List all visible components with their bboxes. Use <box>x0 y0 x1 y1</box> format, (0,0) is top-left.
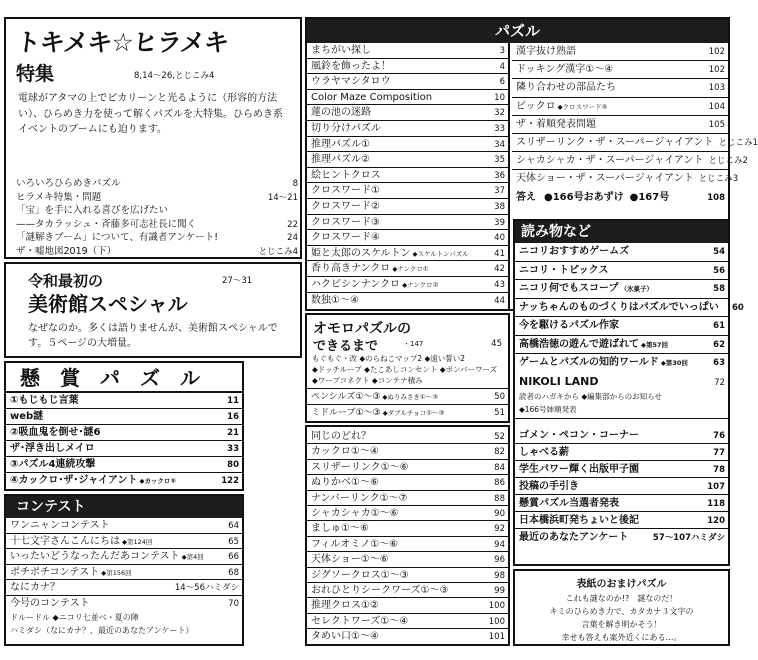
list-item[interactable] <box>307 246 508 262</box>
list-item[interactable] <box>307 537 508 552</box>
item-page: 102 <box>708 47 725 57</box>
item-page: 96 <box>494 555 505 566</box>
item-subtitle: （氷菓子） <box>620 285 653 293</box>
item-page: 33 <box>494 123 505 134</box>
list-item[interactable] <box>515 444 728 461</box>
special-title-line2: 美術館スペシャル <box>28 292 188 316</box>
list-item[interactable] <box>515 478 728 495</box>
contest-title: コンテスト <box>6 496 242 518</box>
list-item[interactable] <box>6 534 242 550</box>
item-page: 52 <box>494 432 505 442</box>
prize-box <box>4 361 244 491</box>
item-page: 39 <box>494 217 505 228</box>
list-item[interactable] <box>307 43 508 59</box>
list-item[interactable] <box>515 317 728 336</box>
item-page: 24 <box>287 233 298 243</box>
item-title: ペンシルズ①〜③ <box>311 392 381 402</box>
list-item[interactable] <box>307 552 508 567</box>
item-title: ——タカラッシュ・斉藤多可志社長に聞く <box>16 218 197 230</box>
list-item[interactable] <box>307 389 508 405</box>
omoro-page: 45 <box>491 339 502 349</box>
list-item[interactable] <box>307 230 508 246</box>
list-item[interactable] <box>6 441 242 457</box>
reading-box <box>513 219 744 566</box>
item-page: 70 <box>228 598 239 609</box>
nikoli-land-note-1: 読者のハガキから ◆編集部からのお知らせ <box>519 392 662 402</box>
list-item[interactable] <box>307 137 508 153</box>
feature-pages: 8,14〜26,とじこみ4 <box>134 71 215 81</box>
item-title: Color Maze Composition <box>311 91 433 103</box>
item-page: 51 <box>494 408 505 418</box>
item-page: 54 <box>713 247 725 257</box>
list-item[interactable] <box>515 495 728 512</box>
answers-label: 答え <box>516 191 536 203</box>
omoro-note-2: ◆ドッチループ ◆たこあしコンセント ◆ボンバーワーズ <box>312 365 498 374</box>
item-page: 41 <box>494 248 505 259</box>
item-page: 44 <box>494 295 505 306</box>
item-title: 推理クロス①② <box>311 600 379 612</box>
item-page: 77 <box>713 448 725 459</box>
item-title: まちがい探し <box>311 45 371 56</box>
item-page: とじこみ3 <box>698 174 739 185</box>
item-title: 天体ショー①〜⑥ <box>311 554 389 566</box>
item-subtitle: ◆ナンクロ① <box>392 265 429 274</box>
item-title: ナンバーリンク①〜⑦ <box>311 492 408 504</box>
item-page: 63 <box>713 358 725 368</box>
item-page: 86 <box>494 478 505 489</box>
omoro-sub: ・147 <box>403 340 424 348</box>
item-title: ニコリ・トピックス <box>519 264 609 276</box>
list-item[interactable] <box>6 565 242 581</box>
list-item[interactable] <box>307 168 508 184</box>
item-page: 101 <box>488 632 505 643</box>
list-item[interactable] <box>515 529 728 546</box>
omoro-box <box>305 313 510 423</box>
item-page: 122 <box>221 476 239 486</box>
item-title: なにカナ？ <box>10 582 60 593</box>
item-title: 懸賞パズル当選者発表 <box>519 498 619 510</box>
cover-line-2: キミのひらめき力で、カタカナ３文字の <box>549 607 694 616</box>
item-title: 今号のコンテスト <box>10 597 90 609</box>
item-title: 「宝」を手に入れる喜びを広げたい <box>16 205 169 216</box>
item-page: 100 <box>488 601 505 612</box>
answers-page: 108 <box>707 192 725 203</box>
item-page: 10 <box>494 92 505 103</box>
answers-row[interactable] <box>512 189 728 207</box>
list-item[interactable] <box>515 354 728 373</box>
regular-list <box>307 427 508 644</box>
item-subtitle: ◆第156回 <box>101 568 132 577</box>
list-item[interactable] <box>307 215 508 231</box>
item-title: いろいろひらめきパズル <box>16 178 121 189</box>
item-title: ④カックロ･ザ･ジャイアント <box>10 475 138 486</box>
item-title: 学生パワー輝く出版甲子園 <box>519 464 639 476</box>
item-subtitle: ◆ぬりみさき①〜③ <box>382 393 439 401</box>
list-item[interactable] <box>307 74 508 90</box>
special-title-line1: 令和最初の <box>28 272 104 290</box>
item-page: 38 <box>494 201 505 212</box>
regular-box <box>305 425 510 646</box>
omoro-note-3: ◆ワープコネクト ◆コンテナ積み <box>312 376 423 385</box>
item-subtitle: ◆第30回 <box>660 359 688 367</box>
item-page: 61 <box>713 321 725 331</box>
item-page: 105 <box>708 119 725 130</box>
item-title: ヒラメキ特集・問題 <box>16 191 102 203</box>
contest-box <box>4 494 244 646</box>
list-item[interactable] <box>515 336 728 355</box>
prize-title: 懸 賞 パ ズ ル <box>6 363 242 393</box>
item-title: 風鈴を飾ったよ！ <box>311 60 391 72</box>
item-title: クロスワード④ <box>311 232 380 244</box>
feature-title: トキメキ☆ヒラメキ <box>14 28 230 57</box>
cover-box <box>513 569 730 646</box>
item-page: とじこみ4 <box>258 246 298 257</box>
contest-list <box>6 518 242 611</box>
cover-line-4: 幸せも答えも案外近くにある…。 <box>561 633 682 642</box>
item-page: 76 <box>713 431 725 442</box>
list-item[interactable] <box>515 280 728 299</box>
list-item[interactable] <box>6 549 242 565</box>
item-subtitle: ◆クロスワード⑤ <box>557 102 608 111</box>
reading-title: 読み物など <box>515 221 728 243</box>
puzzle-col2 <box>512 43 758 206</box>
list-item[interactable] <box>512 79 728 97</box>
list-item[interactable] <box>512 152 748 170</box>
item-page: 107 <box>707 482 725 493</box>
list-item[interactable] <box>307 59 508 75</box>
list-item[interactable] <box>515 299 744 318</box>
item-page: 98 <box>494 570 505 581</box>
puzzle-col1 <box>307 43 510 309</box>
feature-items <box>16 177 298 258</box>
puzzle-title: パズル <box>307 19 728 43</box>
list-item[interactable] <box>512 43 728 61</box>
list-item[interactable] <box>6 596 242 612</box>
list-item[interactable] <box>307 460 508 475</box>
item-title: スリザーリンク①〜⑥ <box>311 461 409 473</box>
nikoli-land-block <box>515 373 728 420</box>
item-title: スリザーリンク・ザ・スーパージャイアント <box>516 136 714 148</box>
item-page: 58 <box>713 284 725 294</box>
item-title: 日本橋浜町発ちょいと後記 <box>519 515 639 527</box>
item-title: ザ･浮き出しメイロ <box>10 443 95 454</box>
item-title: ハクビシンナンクロ <box>311 278 401 290</box>
item-page: 8 <box>292 179 298 189</box>
item-page: 37 <box>494 186 505 197</box>
item-page: 3 <box>499 46 505 56</box>
list-item[interactable] <box>307 90 508 106</box>
item-page: 36 <box>494 170 505 181</box>
item-page: 11 <box>227 396 239 406</box>
list-item[interactable] <box>515 243 728 262</box>
item-page: 62 <box>713 339 725 350</box>
item-title: ニコリ何でもスコープ <box>519 283 619 294</box>
list-item[interactable] <box>6 457 242 473</box>
reading-list <box>515 243 744 373</box>
list-item[interactable] <box>515 427 728 444</box>
item-title: 高橋浩徳の遊んで遊ばれて <box>519 338 639 350</box>
list-item[interactable] <box>512 98 728 116</box>
item-page: 66 <box>228 552 239 562</box>
list-item[interactable] <box>6 473 242 489</box>
item-page: 80 <box>227 460 239 470</box>
item-title: ゴメン・ペコン・コーナー <box>519 430 639 442</box>
item-title: 最近のあなたアンケート <box>519 532 629 544</box>
item-page: 104 <box>708 101 725 112</box>
list-item[interactable] <box>307 105 508 121</box>
item-page: 99 <box>494 585 505 596</box>
item-page: 14〜56ハミダシ <box>174 583 239 593</box>
list-item[interactable] <box>512 170 739 188</box>
item-subtitle: ◆第4回 <box>181 553 204 561</box>
item-title: 天体ショー・ザ・スーパージャイアント <box>516 173 694 185</box>
item-page: 78 <box>713 465 725 476</box>
item-page: 88 <box>494 493 505 504</box>
item-title: クロスワード③ <box>311 216 380 228</box>
list-item[interactable] <box>307 521 508 536</box>
item-title: ビックロ <box>516 100 556 112</box>
list-item[interactable] <box>307 293 508 309</box>
item-title: 切り分けパズル <box>311 122 381 134</box>
prize-list <box>6 393 242 489</box>
item-page: 94 <box>494 539 505 550</box>
list-item[interactable] <box>16 231 298 245</box>
item-title: ザ・嘘地図2019（下） <box>16 245 117 257</box>
list-item[interactable] <box>307 261 508 277</box>
item-page: 65 <box>228 536 239 547</box>
item-title: 「謎解きブーム」について、有識者アンケート! <box>16 232 219 243</box>
omoro-title-line2: できるまで <box>313 339 379 354</box>
item-title: ポチポチコンテスト <box>10 566 100 578</box>
list-item[interactable] <box>307 568 508 583</box>
item-page: 6 <box>499 77 505 88</box>
item-title: ましゅ①〜⑥ <box>311 523 369 535</box>
item-subtitle: ◆第124回 <box>122 537 153 546</box>
item-page: 103 <box>708 83 725 94</box>
item-page: 57〜107ハミダシ <box>652 533 725 544</box>
contest-note-2: ハミダシ（なにカナ？、最近のあなたアンケート） <box>10 626 194 635</box>
list-item[interactable] <box>515 262 728 281</box>
list-item[interactable] <box>307 506 508 521</box>
cover-line-3: 言葉を解き明かそう！ <box>581 620 662 629</box>
list-item[interactable] <box>16 218 298 232</box>
item-page: 34 <box>494 139 505 150</box>
list-item[interactable] <box>16 204 298 218</box>
item-title: ジグソークロス①〜③ <box>311 569 409 581</box>
item-title: ニコリおすすめゲームズ <box>519 246 630 257</box>
list-item[interactable] <box>307 277 508 293</box>
answers-167: ●167号 <box>629 191 670 203</box>
list-item[interactable] <box>6 393 242 409</box>
item-title: ナッちゃんのものづくりはパズルでいっぱい <box>519 301 719 313</box>
item-title: 推理パズル② <box>311 154 370 166</box>
item-page: 92 <box>494 524 505 535</box>
item-page: 35 <box>494 155 505 166</box>
item-page: 21 <box>227 428 239 438</box>
item-page: 90 <box>494 508 505 519</box>
feature-label: 特集 <box>16 63 55 85</box>
item-title: タめい口①〜④ <box>311 631 379 643</box>
item-title: 隣り合わせの部品たち <box>516 82 616 94</box>
item-title: ①もじもじ言葉 <box>10 395 79 406</box>
item-page: 40 <box>494 233 505 244</box>
list-item[interactable] <box>512 61 728 79</box>
item-title: 推理パズル① <box>311 138 370 150</box>
list-item[interactable] <box>6 518 242 534</box>
item-title: 蓮の池の迷路 <box>311 107 371 119</box>
item-title: 漢字抜け熟語 <box>516 46 576 57</box>
item-title: シャカシャカ・ザ・スーパージャイアント <box>516 155 704 167</box>
item-page: 120 <box>707 516 725 527</box>
item-page: 60 <box>731 302 744 313</box>
list-item[interactable] <box>6 580 242 596</box>
item-subtitle: ◆ダブルチョコ①〜③ <box>382 409 445 417</box>
nikoli-land-row[interactable] <box>515 373 728 391</box>
nikoli-land-page: 72 <box>714 377 725 388</box>
nikoli-land-title: NIKOLI LAND <box>519 374 599 388</box>
item-page: とじこみ1 <box>718 137 758 148</box>
item-title: セレクトワーズ①〜④ <box>311 615 409 627</box>
feature-box <box>4 17 302 259</box>
omoro-note-1: もぐもぐ・改 ◆のらねこマップ2 ◆遠い誓い2 <box>312 354 466 363</box>
item-title: しゃべる薪 <box>519 447 569 459</box>
item-title: 香り高きナンクロ <box>311 263 391 275</box>
item-page: とじこみ2 <box>708 156 748 167</box>
item-subtitle: ◆第57回 <box>641 340 669 349</box>
item-page: 32 <box>494 108 505 119</box>
list-item[interactable] <box>307 583 508 598</box>
special-box <box>4 262 302 358</box>
item-title: ミドルーブ①〜③ <box>311 408 381 418</box>
item-page: 84 <box>494 462 505 473</box>
list-item[interactable] <box>512 116 728 134</box>
item-title: web謎 <box>10 411 44 422</box>
item-page: 100 <box>488 616 505 627</box>
item-title: ③パズル4連続攻撃 <box>10 459 96 470</box>
list-item[interactable] <box>307 444 508 459</box>
item-title: 同じのどれ？ <box>311 431 371 442</box>
item-title: 今を駆けるパズル作家 <box>519 320 619 331</box>
answers-166: ●166号おあずけ <box>544 191 624 203</box>
list-item[interactable] <box>307 629 508 644</box>
list-item[interactable] <box>16 177 298 191</box>
item-subtitle: ◆カックロ⑤ <box>139 477 176 485</box>
item-title: 姫と太郎のスケルトン <box>311 247 411 259</box>
list-item[interactable] <box>515 512 728 529</box>
item-title: ザ・着順発表問題 <box>516 118 596 130</box>
item-title: シャカシャカ①〜⑥ <box>311 507 399 519</box>
item-title: 投稿の手引き <box>519 481 579 493</box>
item-title: おれひとりシークワーズ①〜③ <box>311 584 449 596</box>
list-item[interactable] <box>307 199 508 215</box>
cover-title: 表紙のおまけパズル <box>576 579 667 590</box>
item-title: ②吸血鬼を倒せ･謎6 <box>10 427 101 438</box>
item-page: 50 <box>494 392 505 402</box>
item-page: 4 <box>499 61 505 72</box>
cover-line-1: これも謎なのか!? 謎なのだ！ <box>565 594 678 603</box>
item-page: 43 <box>494 279 505 290</box>
item-title: 数独①〜④ <box>311 294 359 306</box>
list-item[interactable] <box>515 461 728 478</box>
list-item[interactable] <box>307 405 508 421</box>
list-item[interactable] <box>6 409 242 425</box>
list-item[interactable] <box>307 598 508 613</box>
item-title: いったいどうなったんだあコンテスト <box>10 551 180 562</box>
item-title: ドッキング漢字①〜④ <box>516 64 614 76</box>
list-item[interactable] <box>16 191 298 205</box>
item-page: 68 <box>228 567 239 578</box>
list-item[interactable] <box>307 491 508 506</box>
list-item[interactable] <box>307 152 508 168</box>
item-page: 82 <box>494 447 505 458</box>
omoro-title-line1: オモロパズルの <box>313 321 411 337</box>
item-title: ぬりかべ①〜⑥ <box>311 477 379 489</box>
item-page: 64 <box>228 521 239 531</box>
item-page: 16 <box>227 412 239 422</box>
reading-list-2 <box>515 419 728 546</box>
item-title: クロスワード② <box>311 200 380 212</box>
item-page: 102 <box>708 65 725 76</box>
item-subtitle: ◆スケルトンパズル <box>412 249 469 258</box>
special-description: なぜなのか。多くは語りませんが、美術館スペシャルです。５ページの大増量。 <box>28 323 278 349</box>
item-subtitle: ◆ナンクロ② <box>402 280 439 289</box>
item-page: 118 <box>707 499 725 510</box>
list-item[interactable] <box>307 121 508 137</box>
item-title: ゲームとパズルの知的ワールド <box>519 357 659 368</box>
item-title: 絵ヒントクロス <box>311 169 381 181</box>
item-page: 14〜21 <box>267 192 298 203</box>
item-title: クロスワード① <box>311 185 380 197</box>
list-item[interactable] <box>512 134 758 152</box>
omoro-list <box>307 388 508 421</box>
list-item[interactable] <box>307 429 508 444</box>
list-item[interactable] <box>307 183 508 199</box>
item-page: 42 <box>494 264 505 275</box>
contest-note-1: ドルードル ◆ニコリ七並べ・夏の陣 <box>10 613 139 622</box>
item-title: フィルオミノ①〜⑥ <box>311 538 399 550</box>
list-item[interactable] <box>16 245 298 259</box>
list-item[interactable] <box>307 475 508 490</box>
nikoli-land-note-2: ◆166号姉順発表 <box>519 405 577 415</box>
special-pages: 27〜31 <box>222 276 253 286</box>
item-title: ワンニャンコンテスト <box>10 520 110 531</box>
item-title: カックロ①〜④ <box>311 446 379 458</box>
list-item[interactable] <box>307 614 508 629</box>
feature-description: 電球がアタマの上でピカリーンと光るように（形容的方法い）、ひらめき力を使って解くパズルを大特集。ひらめき系イベントのブームにも迫ります。 <box>18 93 283 135</box>
item-page: 33 <box>227 444 239 454</box>
item-page: 56 <box>713 265 725 276</box>
item-title: 十七文字さんこんにちは <box>10 535 120 547</box>
list-item[interactable] <box>6 425 242 441</box>
item-page: 22 <box>287 219 298 230</box>
item-title: ウラヤマシタロウ <box>311 76 391 88</box>
